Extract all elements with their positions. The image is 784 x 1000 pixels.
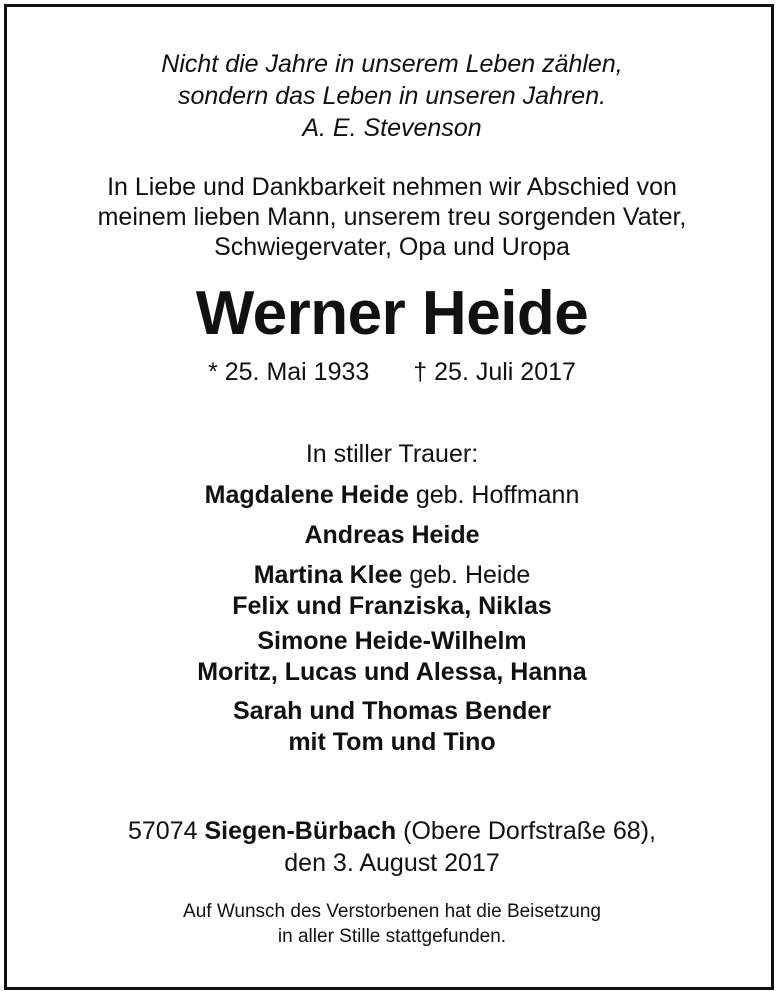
intro-text — [0, 172, 784, 262]
zip-code: 57074 — [128, 817, 205, 845]
mourner-name: Martina Klee — [253, 561, 403, 589]
mourner-children: Moritz, Lucas und Alessa, Hanna — [197, 658, 587, 686]
mourner-group-4 — [0, 626, 784, 688]
quote-line-2: sondern das Leben in unseren Jahren. — [177, 82, 607, 110]
mourner-group-3 — [0, 560, 784, 622]
deceased-name: Werner Heide — [195, 279, 589, 348]
mourner-children: mit Tom und Tino — [288, 728, 496, 756]
burial-note — [0, 899, 784, 949]
intro-line-1: In Liebe und Dankbarkeit nehmen wir Abschied von — [107, 173, 677, 201]
mourner-group-1 — [0, 480, 784, 511]
birth-date: * 25. Mai 1933 — [208, 358, 370, 386]
mourner-group-5 — [0, 696, 784, 758]
life-dates — [0, 356, 784, 388]
mourner-children: Felix und Franziska, Niklas — [232, 592, 552, 620]
city-name: Siegen-Bürbach — [204, 817, 397, 845]
notice-date: den 3. August 2017 — [284, 849, 500, 877]
intro-line-2: meinem lieben Mann, unserem treu sorgenden Vater, — [97, 203, 687, 231]
quote-author: A. E. Stevenson — [302, 114, 482, 142]
quote-line-1: Nicht die Jahre in unserem Leben zählen, — [161, 50, 623, 78]
epigraph-quote — [0, 48, 784, 144]
death-date: † 25. Juli 2017 — [413, 358, 576, 386]
address-block — [0, 815, 784, 879]
mourner-group-2 — [0, 520, 784, 551]
mourner-name: Sarah und Thomas Bender — [232, 697, 552, 725]
mourning-heading: In stiller Trauer: — [305, 440, 479, 468]
mourner-suffix: geb. Heide — [402, 561, 531, 589]
intro-line-3: Schwiegervater, Opa und Uropa — [214, 233, 570, 261]
street: (Obere Dorfstraße 68), — [396, 817, 656, 845]
mourner-suffix: geb. Hoffmann — [408, 481, 580, 509]
note-line-2: in aller Stille stattgefunden. — [277, 926, 507, 947]
mourner-name: Magdalene Heide — [204, 481, 409, 509]
note-line-1: Auf Wunsch des Verstorbenen hat die Beisetzung — [183, 901, 601, 922]
mourner-name: Andreas Heide — [304, 521, 480, 549]
mourner-name: Simone Heide-Wilhelm — [257, 627, 527, 655]
